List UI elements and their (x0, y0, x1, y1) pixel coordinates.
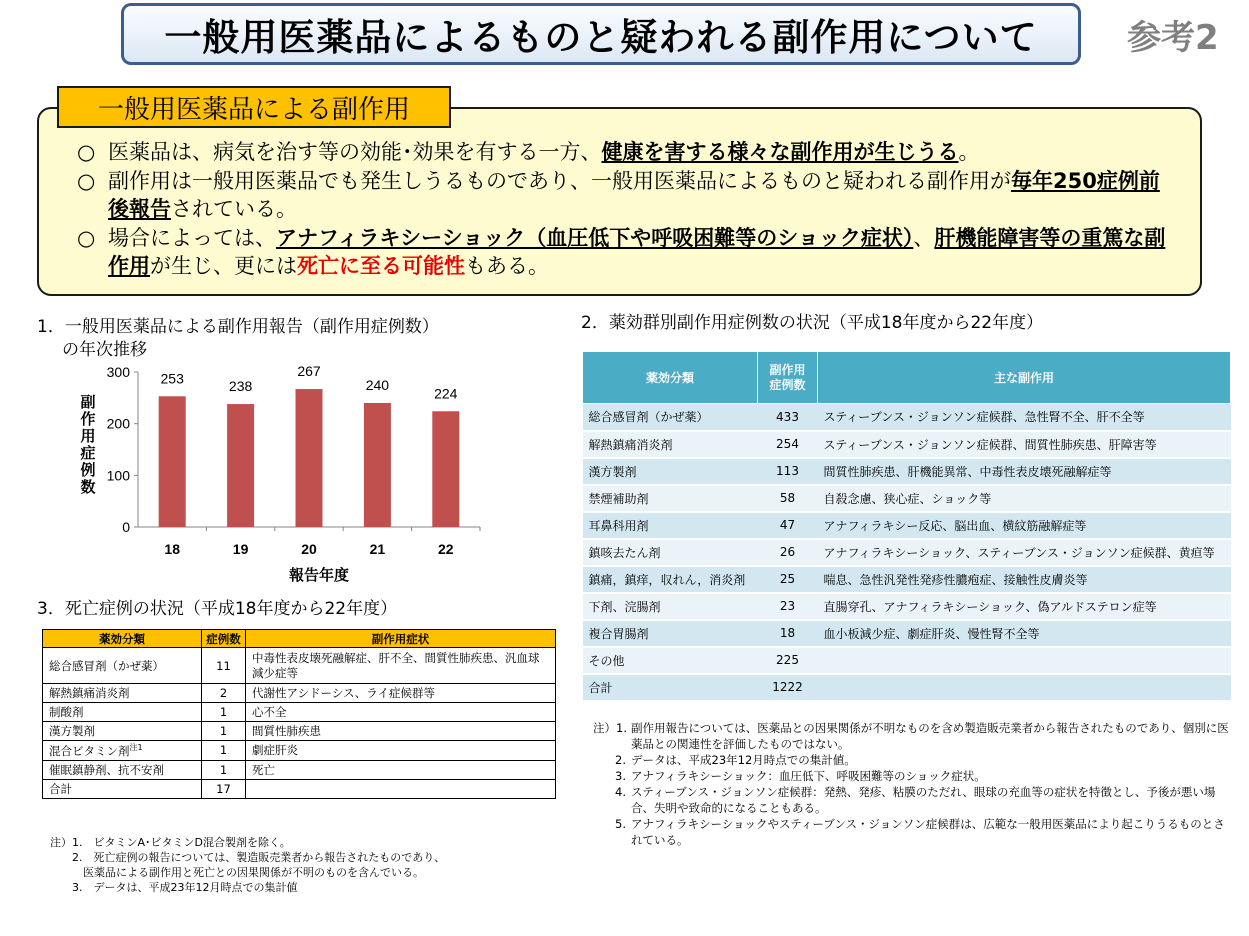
bullet-text: が生じ、更には (150, 254, 297, 278)
table-cell-side-effects: スティーブンス・ジョンソン症候群、間質性肺疾患、肝障害等 (818, 431, 1231, 458)
bar (159, 396, 186, 527)
column-header: 薬効分類 (583, 352, 758, 404)
x-tick-label: 20 (301, 541, 317, 557)
bullet-text: 医薬品は、病気を治す等の効能･効果を有する一方、 (108, 140, 602, 164)
bullet-circle-icon: ○ (77, 225, 96, 250)
note-number: 5. (615, 817, 626, 831)
table-cell-symptoms: 中毒性表皮壊死融解症、肝不全、間質性肺疾患、汎血球減少症等 (246, 648, 556, 684)
table-row (583, 404, 1231, 431)
table-cell-category: 鎮咳去たん剤 (583, 539, 758, 566)
chart-ylabel: 副 作 用 症 例 数 (80, 393, 96, 496)
column-header: 副作用症状 (246, 630, 556, 648)
y-tick-label: 100 (106, 467, 130, 484)
bullet-circle-icon: ○ (77, 168, 96, 193)
table-cell-category: 漢方製剤 (583, 458, 758, 485)
reference-label: 参考2 (1127, 18, 1219, 58)
table-cell-category: 耳鼻科用剤 (583, 512, 758, 539)
table-row-total (43, 779, 556, 798)
table-cell-category: 制酸剤 (43, 703, 202, 722)
bullet-circle-icon: ○ (77, 140, 96, 164)
table-cell-count: 1222 (758, 674, 818, 701)
bar (296, 389, 323, 527)
column-header-line: 症例数 (769, 377, 806, 392)
table-row (43, 722, 556, 741)
note-item (593, 768, 1233, 784)
data-label: 253 (160, 370, 184, 387)
table-cell-count: 58 (758, 485, 818, 512)
table-header-row (583, 352, 1231, 404)
note-line: 2. 死亡症例の報告については、製造販売業者から報告されたものであり、 (50, 851, 446, 864)
table-cell-category: 下剤、浣腸剤 (583, 593, 758, 620)
bar (227, 404, 254, 527)
table-cell-category: 鎮痛，鎮痒，収れん，消炎剤 (583, 566, 758, 593)
bar (432, 411, 459, 527)
note-text: 副作用報告については、医薬品との因果関係が不明なものを含め製造販売業者から報告されたものであり、個別に医薬品との関連性を評価したものではない。 (631, 721, 1229, 751)
table-row (583, 620, 1231, 647)
bullet-emphasis: 健康を害する様々な副作用が生じうる (601, 140, 959, 164)
x-axis-label: 報告年度 (288, 566, 350, 584)
bar (364, 403, 391, 527)
table-cell-symptoms: 劇症肝炎 (246, 741, 556, 761)
table-row (43, 741, 556, 761)
table-cell-count: 1 (202, 741, 246, 761)
note-number: 2. (615, 753, 626, 767)
death-cases-table (42, 629, 556, 799)
table-cell-side-effects: 自殺念慮、狭心症、ショック等 (818, 485, 1231, 512)
table-cell-category: 催眠鎮静剤、抗不安剤 (43, 760, 202, 779)
section1-title (37, 316, 439, 362)
y-tick-label: 300 (106, 364, 130, 380)
data-label: 240 (365, 377, 390, 393)
table-row (583, 485, 1231, 512)
table-row-total (583, 674, 1231, 701)
table-cell-symptoms: 代謝性アシドーシス、ライ症候群等 (246, 684, 556, 703)
note-number: 3. (615, 769, 626, 783)
annual-report-chart (62, 362, 502, 592)
table-cell-side-effects: 間質性肺疾患、肝機能異常、中毒性表皮壊死融解症等 (818, 458, 1231, 485)
table-cell-category: その他 (583, 647, 758, 674)
section2-notes (593, 720, 1233, 848)
page-title (121, 3, 1081, 65)
note-line: 3. データは、平成23年12月時点での集計値 (50, 881, 298, 894)
bullet-text: 、 (913, 225, 935, 250)
table-row (583, 512, 1231, 539)
footnote-marker: 注1 (129, 743, 143, 752)
table-cell-category: 総合感冒剤（かぜ薬） (43, 648, 202, 684)
table-row (583, 431, 1231, 458)
table-cell-side-effects: アナフィラキシーショック、スティーブンス・ジョンソン症候群、黄疸等 (818, 539, 1231, 566)
summary-bullet-2 (77, 167, 1177, 224)
table-row (583, 539, 1231, 566)
table-cell-side-effects (818, 674, 1231, 701)
column-header: 主な副作用 (818, 352, 1231, 404)
table-cell-count: 433 (758, 404, 818, 431)
table-cell-side-effects: アナフィラキシー反応、脳出血、横紋筋融解症等 (818, 512, 1231, 539)
bullet-emphasis: アナフィラキシーショック（血圧低下や呼吸困難等のショック症状） (276, 225, 914, 250)
note-text: データは、平成23年12月時点での集計値。 (631, 753, 856, 767)
table-cell-side-effects: スティーブンス・ジョンソン症候群、急性腎不全、肝不全等 (818, 404, 1231, 431)
table-cell-count: 2 (202, 684, 246, 703)
x-tick-label: 18 (164, 541, 180, 557)
table-cell-symptoms (246, 779, 556, 798)
data-label: 267 (297, 363, 321, 380)
bullet-text: もある。 (465, 254, 549, 278)
table-cell-side-effects: 直腸穿孔、アナフィラキシーショック、偽アルドステロン症等 (818, 593, 1231, 620)
column-header: 薬効分類 (43, 630, 202, 648)
section1-title-line2: の年次推移 (62, 340, 147, 360)
y-tick-label: 0 (122, 519, 130, 535)
table-cell-count: 1 (202, 703, 246, 722)
table-cell-count: 1 (202, 722, 246, 741)
table-cell-category: 複合胃腸剤 (583, 620, 758, 647)
table-cell-side-effects (818, 647, 1231, 674)
category-text: 混合ビタミン剤 (49, 743, 130, 758)
note-text: アナフィラキシーショックやスティーブンス・ジョンソン症候群は、広範な一般用医薬品により起こりうるものとされている。 (631, 817, 1225, 847)
note-number: 4. (615, 785, 626, 799)
table-cell-count: 23 (758, 593, 818, 620)
section3-notes (50, 835, 570, 895)
table-row (583, 647, 1231, 674)
note-item (593, 816, 1233, 848)
table-cell-category: 禁煙補助剤 (583, 485, 758, 512)
note-line: 医薬品による副作用と死亡との因果関係が不明のものを含んでいる。 (50, 866, 424, 879)
bullet-text: 場合によっては、 (108, 225, 276, 250)
bullet-text: されている。 (171, 197, 297, 221)
note-item (593, 720, 1233, 752)
note-text: スティーブンス・ジョンソン症候群：発熱、発疹、粘膜のただれ、眼球の充血等の症状を特徴とし、予後が悪い場合、失明や致命的になることもある。 (631, 785, 1216, 815)
table-cell-count: 11 (202, 648, 246, 684)
table-row (43, 703, 556, 722)
bullet-warning: 死亡に至る可能性 (297, 254, 465, 278)
table-cell-category: 合計 (583, 674, 758, 701)
table-row (583, 593, 1231, 620)
column-header-line: 副作用 (769, 362, 806, 377)
table-row (583, 458, 1231, 485)
table-cell-category: 解熱鎮痛消炎剤 (43, 684, 202, 703)
table-row (43, 648, 556, 684)
table-cell-count: 17 (202, 779, 246, 798)
table-cell-count: 26 (758, 539, 818, 566)
table-header-row (43, 630, 556, 648)
section1-title-line1: 1．一般用医薬品による副作用報告（副作用症例数） (37, 317, 439, 337)
table-row (43, 760, 556, 779)
table-cell-category: 総合感冒剤（かぜ薬） (583, 404, 758, 431)
table-cell-category: 解熱鎮痛消炎剤 (583, 431, 758, 458)
table-cell-count: 25 (758, 566, 818, 593)
data-label: 238 (228, 378, 253, 395)
x-tick-label: 21 (369, 541, 386, 557)
x-tick-label: 22 (438, 541, 454, 557)
page-title-text: 一般用医薬品によるものと疑われる副作用について (164, 16, 1038, 59)
note-text: アナフィラキシーショック：血圧低下、呼吸困難等のショック症状。 (631, 769, 986, 783)
x-tick-label: 19 (232, 541, 249, 557)
table-cell-count: 18 (758, 620, 818, 647)
summary-bullets (77, 138, 1177, 281)
bullet-text: 副作用は一般用医薬品でも発生しうるものであり、一般用医薬品によるものと疑われる副作用が (108, 168, 1011, 193)
summary-bullet-3 (77, 224, 1177, 281)
data-label: 224 (434, 385, 458, 402)
bullet-emphasis: 肝機能障害等の重篤な副作用 (108, 225, 1166, 278)
bullet-emphasis: 毎年250症例前後報告 (108, 168, 1160, 221)
efficacy-group-table (582, 351, 1231, 702)
table-cell-side-effects: 喘息、急性汎発性発疹性膿疱症、接触性皮膚炎等 (818, 566, 1231, 593)
table-cell-side-effects: 血小板減少症、劇症肝炎、慢性腎不全等 (818, 620, 1231, 647)
bullet-text: 。 (958, 140, 980, 164)
column-header: 症例数 (202, 630, 246, 648)
table-cell-symptoms: 間質性肺疾患 (246, 722, 556, 741)
section3-title: 3．死亡症例の状況（平成18年度から22年度） (37, 599, 398, 619)
table-row (583, 566, 1231, 593)
table-cell-symptoms: 死亡 (246, 760, 556, 779)
table-cell-count: 113 (758, 458, 818, 485)
summary-bullet-1 (77, 138, 1177, 167)
table-cell-count: 1 (202, 760, 246, 779)
table-cell-symptoms: 心不全 (246, 703, 556, 722)
summary-tag: 一般用医薬品による副作用 (57, 86, 451, 128)
y-tick-label: 200 (106, 415, 130, 432)
table-cell-count: 47 (758, 512, 818, 539)
note-number: 注）1. (593, 721, 627, 735)
column-header (758, 352, 818, 404)
table-row (43, 684, 556, 703)
table-cell-category: 漢方製剤 (43, 722, 202, 741)
section2-title: 2．薬効群別副作用症例数の状況（平成18年度から22年度） (581, 313, 1044, 333)
note-line: 注）1. ビタミンA･ビタミンD混合製剤を除く。 (50, 836, 291, 849)
table-cell-count: 254 (758, 431, 818, 458)
table-cell-count: 225 (758, 647, 818, 674)
table-cell-category: 合計 (43, 779, 202, 798)
table-cell-category (43, 741, 202, 761)
note-item (593, 752, 1233, 768)
note-item (593, 784, 1233, 816)
